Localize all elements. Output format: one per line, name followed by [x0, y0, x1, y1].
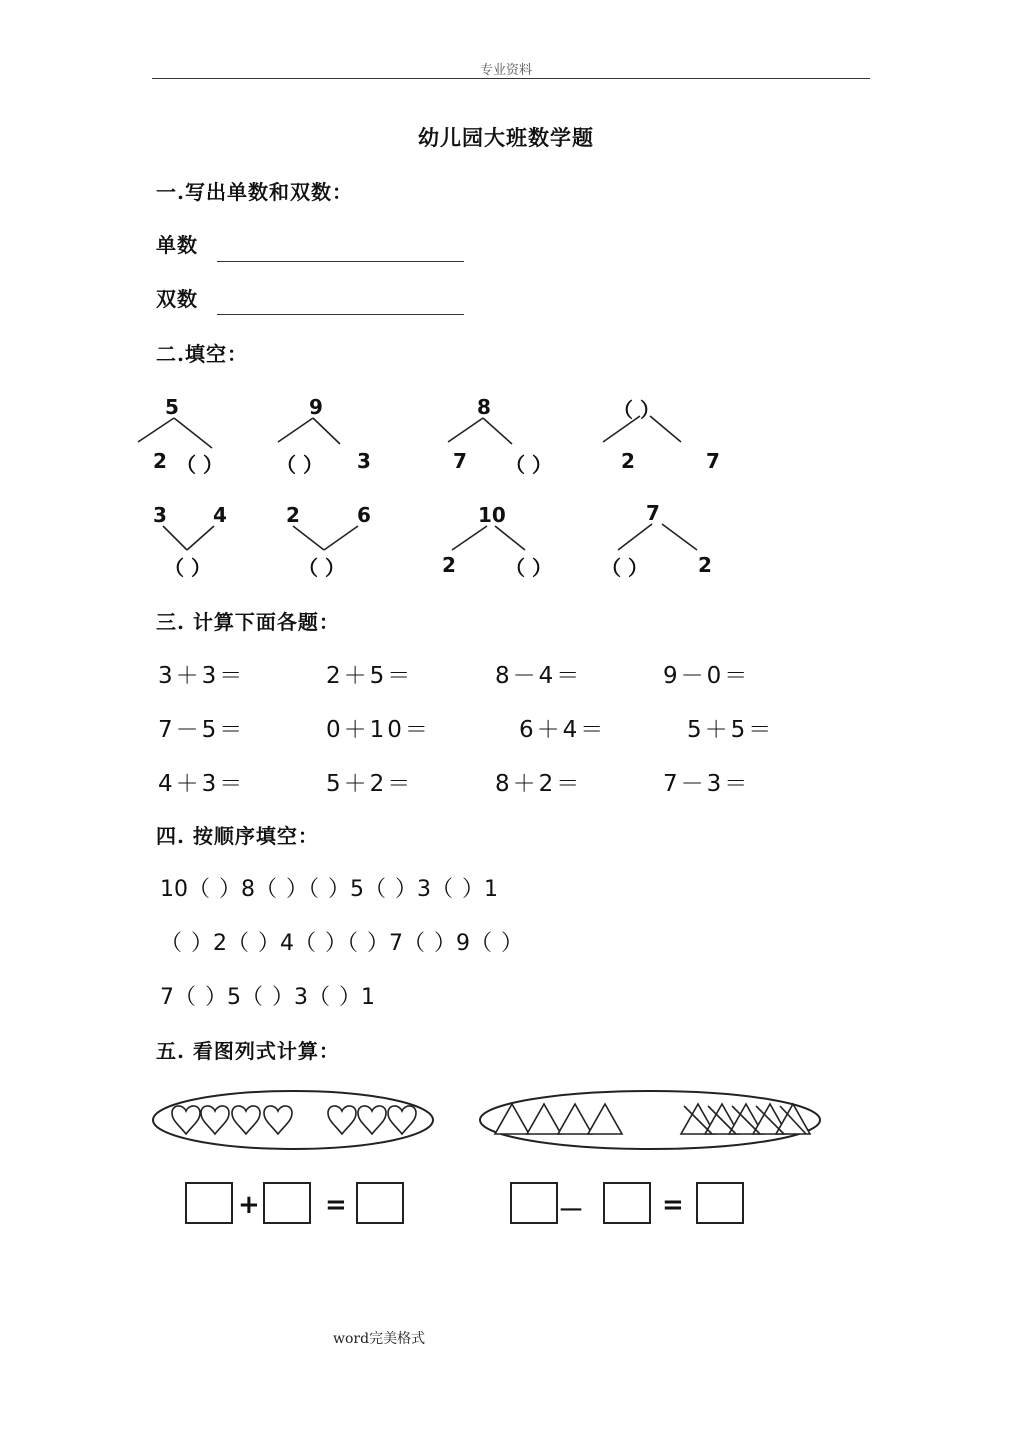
bond4-left: 2	[621, 449, 635, 473]
bond3-top: 8	[477, 395, 491, 419]
calc-r3c4: 7－3＝	[663, 771, 751, 797]
answer-box-right-3[interactable]	[696, 1182, 744, 1224]
bond3-right-blank[interactable]: （ ）	[505, 453, 552, 477]
calc-r1c4: 9－0＝	[663, 663, 751, 689]
section3-heading: 三. 计算下面各题：	[156, 610, 340, 634]
bond1-right-blank[interactable]: （ ）	[176, 453, 223, 477]
bond6-right: 6	[357, 503, 371, 527]
bond1-top: 5	[165, 395, 179, 419]
bond4-top-blank[interactable]: （ ）	[613, 398, 660, 422]
equals-sign-left: =	[325, 1190, 347, 1220]
bond7-right-blank[interactable]: （ ）	[505, 556, 552, 580]
bond7-top: 10	[478, 503, 506, 527]
calc-r1c3: 8－4＝	[495, 663, 583, 689]
bond2-left-blank[interactable]: （ ）	[276, 453, 323, 477]
bond5-left: 3	[153, 503, 167, 527]
bond5-bottom-blank[interactable]: （ ）	[164, 556, 211, 580]
bond8-right: 2	[698, 553, 712, 577]
bond5-right: 4	[213, 503, 227, 527]
calc-r3c3: 8＋2＝	[495, 771, 583, 797]
answer-box-right-1[interactable]	[510, 1182, 558, 1224]
calc-r2c1: 7－5＝	[158, 717, 246, 743]
bond1-left: 2	[153, 449, 167, 473]
sequence-line-1[interactable]: 10（ ）8（ ）（ ）5（ ）3（ ）1	[160, 877, 498, 902]
bond8-top: 7	[646, 501, 660, 525]
calc-r3c1: 4＋3＝	[158, 771, 246, 797]
page-title: 幼儿园大班数学题	[418, 125, 594, 150]
section2-heading: 二.填空：	[156, 342, 248, 366]
calc-r3c2: 5＋2＝	[326, 771, 414, 797]
bond8-left-blank[interactable]: （ ）	[601, 556, 648, 580]
calc-r1c1: 3＋3＝	[158, 663, 246, 689]
bond4-right: 7	[706, 449, 720, 473]
calc-r2c3: 6＋4＝	[519, 717, 607, 743]
sequence-line-2[interactable]: （ ）2（ ）4（ ）（ ）7（ ）9（ ）	[160, 931, 523, 956]
even-label: 双数	[156, 287, 198, 311]
bond6-bottom-blank[interactable]: （ ）	[298, 556, 345, 580]
sequence-line-3[interactable]: 7（ ）5（ ）3（ ）1	[160, 985, 375, 1010]
plus-sign: +	[238, 1190, 260, 1220]
section1-heading: 一.写出单数和双数：	[156, 180, 353, 204]
bond3-left: 7	[453, 449, 467, 473]
answer-box-left-2[interactable]	[263, 1182, 311, 1224]
bond2-top: 9	[309, 395, 323, 419]
minus-sign: －	[558, 1196, 585, 1226]
section5-heading: 五. 看图列式计算：	[156, 1039, 340, 1063]
calc-r2c2: 0＋10＝	[326, 717, 431, 743]
bond2-right: 3	[357, 449, 371, 473]
page-header: 专业资料	[480, 63, 533, 78]
page-footer: word完美格式	[333, 1331, 426, 1347]
answer-box-left-1[interactable]	[185, 1182, 233, 1224]
answer-box-right-2[interactable]	[603, 1182, 651, 1224]
bond6-left: 2	[286, 503, 300, 527]
odd-label: 单数	[156, 233, 198, 257]
answer-box-left-3[interactable]	[356, 1182, 404, 1224]
calc-r1c2: 2＋5＝	[326, 663, 414, 689]
calc-r2c4: 5＋5＝	[687, 717, 775, 743]
equals-sign-right: =	[662, 1190, 684, 1220]
section4-heading: 四. 按顺序填空：	[156, 824, 319, 848]
bond7-left: 2	[442, 553, 456, 577]
